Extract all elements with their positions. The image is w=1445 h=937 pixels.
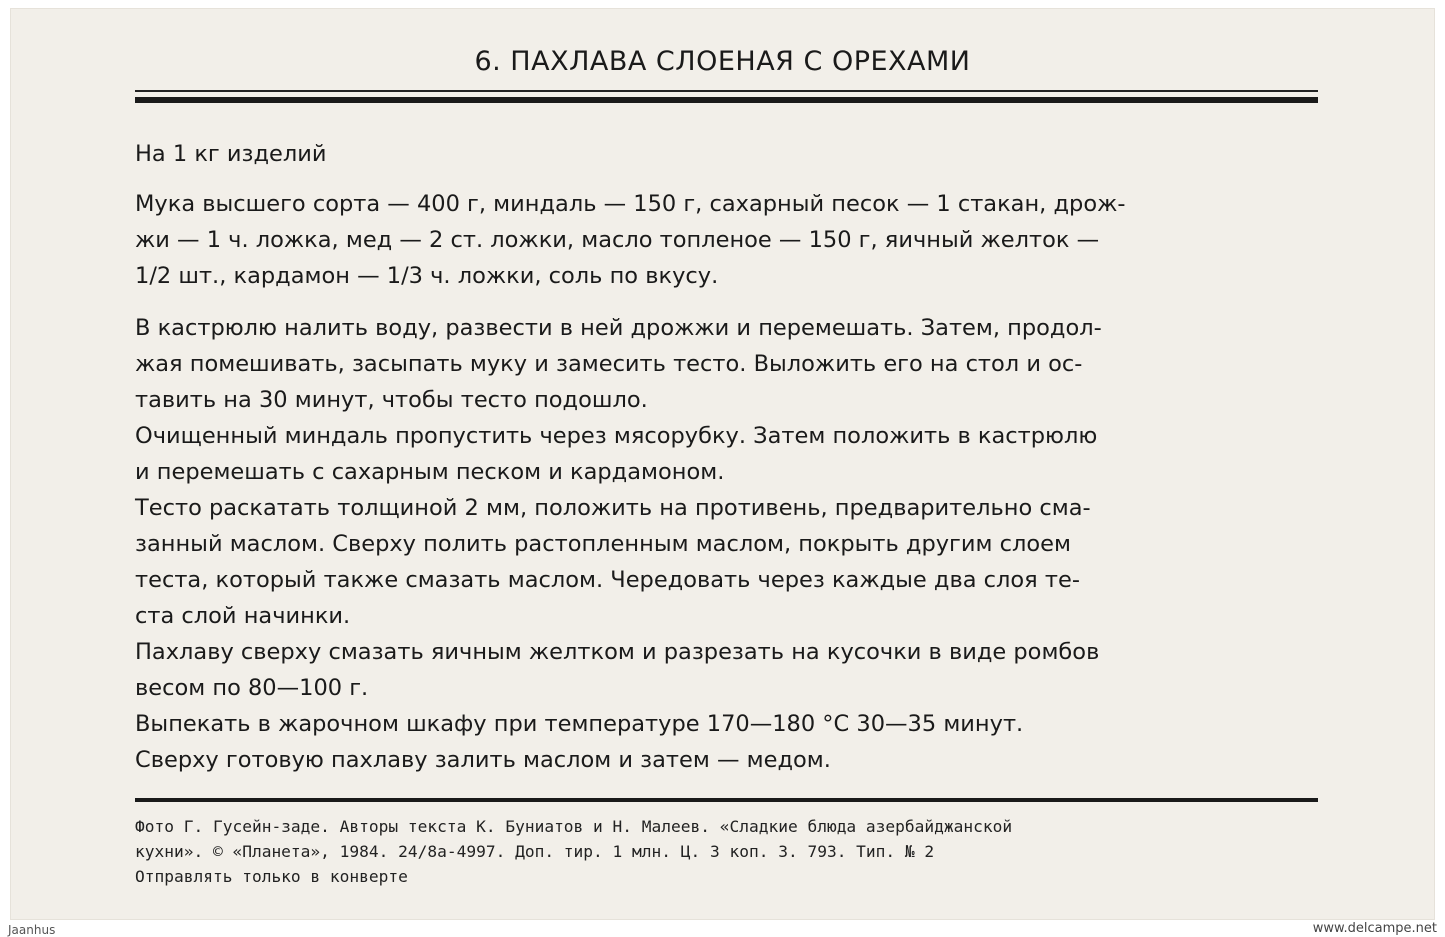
ingredients-line: 1/2 шт., кардамон — 1/3 ч. ложки, соль по вкусу. xyxy=(135,263,719,289)
method-line: и перемешать с сахарным песком и кардамоном. xyxy=(135,459,725,485)
method-line: тавить на 30 минут, чтобы тесто подошло. xyxy=(135,387,648,413)
method-line: жая помешивать, засыпать муку и замесить тесто. Выложить его на стол и ос- xyxy=(135,351,1083,377)
ingredients-paragraph xyxy=(135,186,1315,294)
ingredients-line: жи — 1 ч. ложка, мед — 2 ст. ложки, масло топленое — 150 г, яичный желток — xyxy=(135,227,1100,253)
imprint-line: Фото Г. Гусейн-заде. Авторы текста К. Буниатов и Н. Малеев. «Сладкие блюда азербайджанской xyxy=(135,817,1013,836)
imprint-footer xyxy=(135,814,1315,889)
method-line: весом по 80—100 г. xyxy=(135,675,369,701)
imprint-line: кухни». © «Планета», 1984. 24/8а-4997. Доп. тир. 1 млн. Ц. 3 коп. З. 793. Тип. № 2 xyxy=(135,842,935,861)
footer-rule xyxy=(135,798,1318,802)
method-line: Сверху готовую пахлаву залить маслом и затем — медом. xyxy=(135,747,831,773)
ingredients-line: Мука высшего сорта — 400 г, миндаль — 150 г, сахарный песок — 1 стакан, дрож- xyxy=(135,191,1126,217)
method-line: ста слой начинки. xyxy=(135,603,351,629)
recipe-body xyxy=(135,136,1315,778)
method-line: теста, который также смазать маслом. Чередовать через каждые два слоя те- xyxy=(135,567,1080,593)
method-paragraph xyxy=(135,310,1315,778)
recipe-title: 6. ПАХЛАВА СЛОЕНАЯ С ОРЕХАМИ xyxy=(474,46,971,77)
method-line: В кастрюлю налить воду, развести в ней дрожжи и перемешать. Затем, продол- xyxy=(135,315,1102,341)
method-line: занный маслом. Сверху полить растопленным маслом, покрыть другим слоем xyxy=(135,531,1071,557)
title-rule-thick xyxy=(135,97,1318,103)
method-line: Тесто раскатать толщиной 2 мм, положить на противень, предварительно сма- xyxy=(135,495,1091,521)
seller-watermark: Jaanhus xyxy=(8,923,56,937)
imprint-line: Отправлять только в конверте xyxy=(135,867,408,886)
yield-line: На 1 кг изделий xyxy=(135,141,327,167)
site-watermark: www.delcampe.net xyxy=(1312,921,1437,936)
method-line: Выпекать в жарочном шкафу при температуре 170—180 °С 30—35 минут. xyxy=(135,711,1024,737)
method-line: Очищенный миндаль пропустить через мясорубку. Затем положить в кастрюлю xyxy=(135,423,1098,449)
title-rule-thin xyxy=(135,90,1318,92)
method-line: Пахлаву сверху смазать яичным желтком и разрезать на кусочки в виде ромбов xyxy=(135,639,1100,665)
